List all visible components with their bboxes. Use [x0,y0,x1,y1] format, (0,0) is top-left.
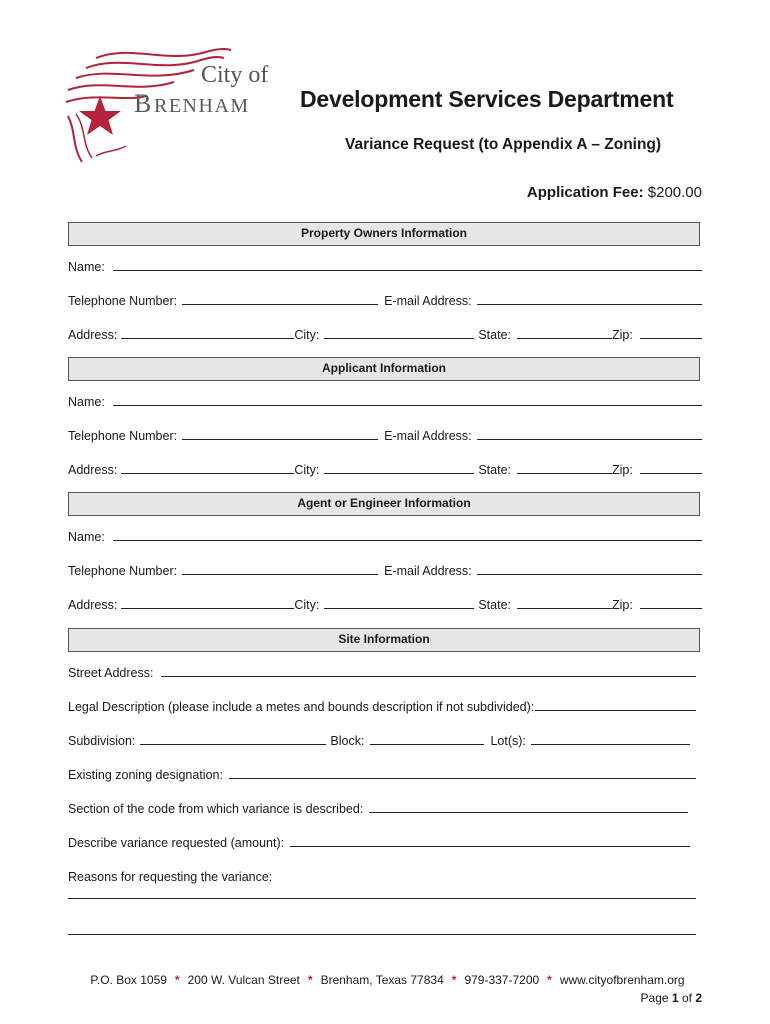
street-address-label: Street Address: [68,666,154,680]
footer-separator: * [174,973,180,987]
applicant-address-field[interactable] [121,473,294,474]
name-label: Name: [68,530,105,544]
variance-amount-field[interactable] [290,846,690,847]
fee-label: Application Fee: [526,184,644,201]
applicant-name-field[interactable] [113,405,702,406]
page-prefix: Page [640,991,669,1005]
subdivision-row [68,730,690,748]
state-label: State: [478,463,512,477]
agent-email-field[interactable] [477,574,702,575]
owner-state-field[interactable] [517,338,612,339]
reasons-label: Reasons for requesting the variance: [68,870,273,884]
form-title: Variance Request (to Appendix A – Zoning) [345,136,662,153]
applicant-email-field[interactable] [477,439,702,440]
email-label: E-mail Address: [384,564,472,578]
owner-name-row [68,256,702,274]
reasons-field-line-1[interactable] [68,898,696,899]
agent-name-field[interactable] [113,540,702,541]
zoning-field[interactable] [229,778,696,779]
agent-address-field[interactable] [121,608,294,609]
footer-separator: * [451,973,457,987]
section-applicant: Applicant Information [68,357,700,381]
footer-po-box: P.O. Box 1059 [90,973,167,987]
star-icon [79,96,121,135]
agent-address-row [68,594,702,612]
zoning-row [68,764,696,782]
block-label: Block: [330,734,365,748]
zoning-label: Existing zoning designation: [68,768,223,782]
street-address-row [68,662,696,680]
city-label: City: [294,328,320,342]
applicant-zip-field[interactable] [640,473,702,474]
zip-label: Zip: [612,463,633,477]
agent-city-field[interactable] [324,608,474,609]
owner-email-field[interactable] [477,304,702,305]
footer-phone: 979-337-7200 [464,973,540,987]
application-fee [527,184,702,201]
footer-city: Brenham, Texas 77834 [320,973,444,987]
telephone-label: Telephone Number: [68,564,178,578]
name-label: Name: [68,395,105,409]
logo-renham: RENHAM [154,95,250,117]
legal-description-row [68,696,696,714]
footer-contact [0,973,770,987]
page-current: 1 [671,991,679,1005]
variance-amount-label: Describe variance requested (amount): [68,836,285,850]
logo-b: B [134,89,152,118]
city-label: City: [294,463,320,477]
applicant-state-field[interactable] [517,473,612,474]
street-address-field[interactable] [161,676,696,677]
logo-city-of: City of [201,62,269,88]
applicant-contact-row [68,425,702,443]
section-site: Site Information [68,628,700,652]
department-title: Development Services Department [300,86,674,112]
subdivision-field[interactable] [140,744,326,745]
page-number [641,991,702,1005]
applicant-city-field[interactable] [324,473,474,474]
reasons-field-line-2[interactable] [68,934,696,935]
city-label: City: [294,598,320,612]
applicant-address-row [68,459,702,477]
city-of-brenham-logo [56,46,286,166]
reasons-row [68,866,696,884]
state-label: State: [478,598,512,612]
legal-description-field[interactable] [535,710,696,711]
owner-contact-row [68,290,702,308]
agent-contact-row [68,560,702,578]
owner-zip-field[interactable] [640,338,702,339]
section-agent-engineer: Agent or Engineer Information [68,492,700,516]
state-label: State: [478,328,512,342]
applicant-telephone-field[interactable] [182,439,378,440]
zip-label: Zip: [612,598,633,612]
variance-amount-row [68,832,690,850]
lots-field[interactable] [531,744,690,745]
owner-city-field[interactable] [324,338,474,339]
code-section-row [68,798,688,816]
address-label: Address: [68,328,118,342]
brenham-flag-logo-graphic [56,46,286,166]
owner-address-row [68,324,702,342]
owner-address-field[interactable] [121,338,294,339]
fee-value: $200.00 [647,184,702,201]
subdivision-label: Subdivision: [68,734,136,748]
footer-street: 200 W. Vulcan Street [187,973,300,987]
lots-label: Lot(s): [490,734,526,748]
agent-telephone-field[interactable] [182,574,378,575]
agent-name-row [68,526,702,544]
code-section-label: Section of the code from which variance is described: [68,802,364,816]
section-property-owners: Property Owners Information [68,222,700,246]
footer-separator: * [547,973,552,987]
owner-telephone-field[interactable] [182,304,378,305]
applicant-name-row [68,391,702,409]
agent-zip-field[interactable] [640,608,702,609]
telephone-label: Telephone Number: [68,429,178,443]
name-label: Name: [68,260,105,274]
zip-label: Zip: [612,328,633,342]
telephone-label: Telephone Number: [68,294,178,308]
address-label: Address: [68,463,118,477]
page-total: 2 [695,991,702,1005]
agent-state-field[interactable] [517,608,612,609]
owner-name-field[interactable] [113,270,702,271]
legal-description-label: Legal Description (please include a metes and bounds description if not subdivided): [68,700,535,714]
address-label: Address: [68,598,118,612]
footer-website[interactable]: www.cityofbrenham.org [559,973,685,987]
email-label: E-mail Address: [384,429,472,443]
page-of: of [681,991,692,1005]
block-field[interactable] [370,744,484,745]
email-label: E-mail Address: [384,294,472,308]
footer-separator: * [307,973,313,987]
code-section-field[interactable] [369,812,688,813]
